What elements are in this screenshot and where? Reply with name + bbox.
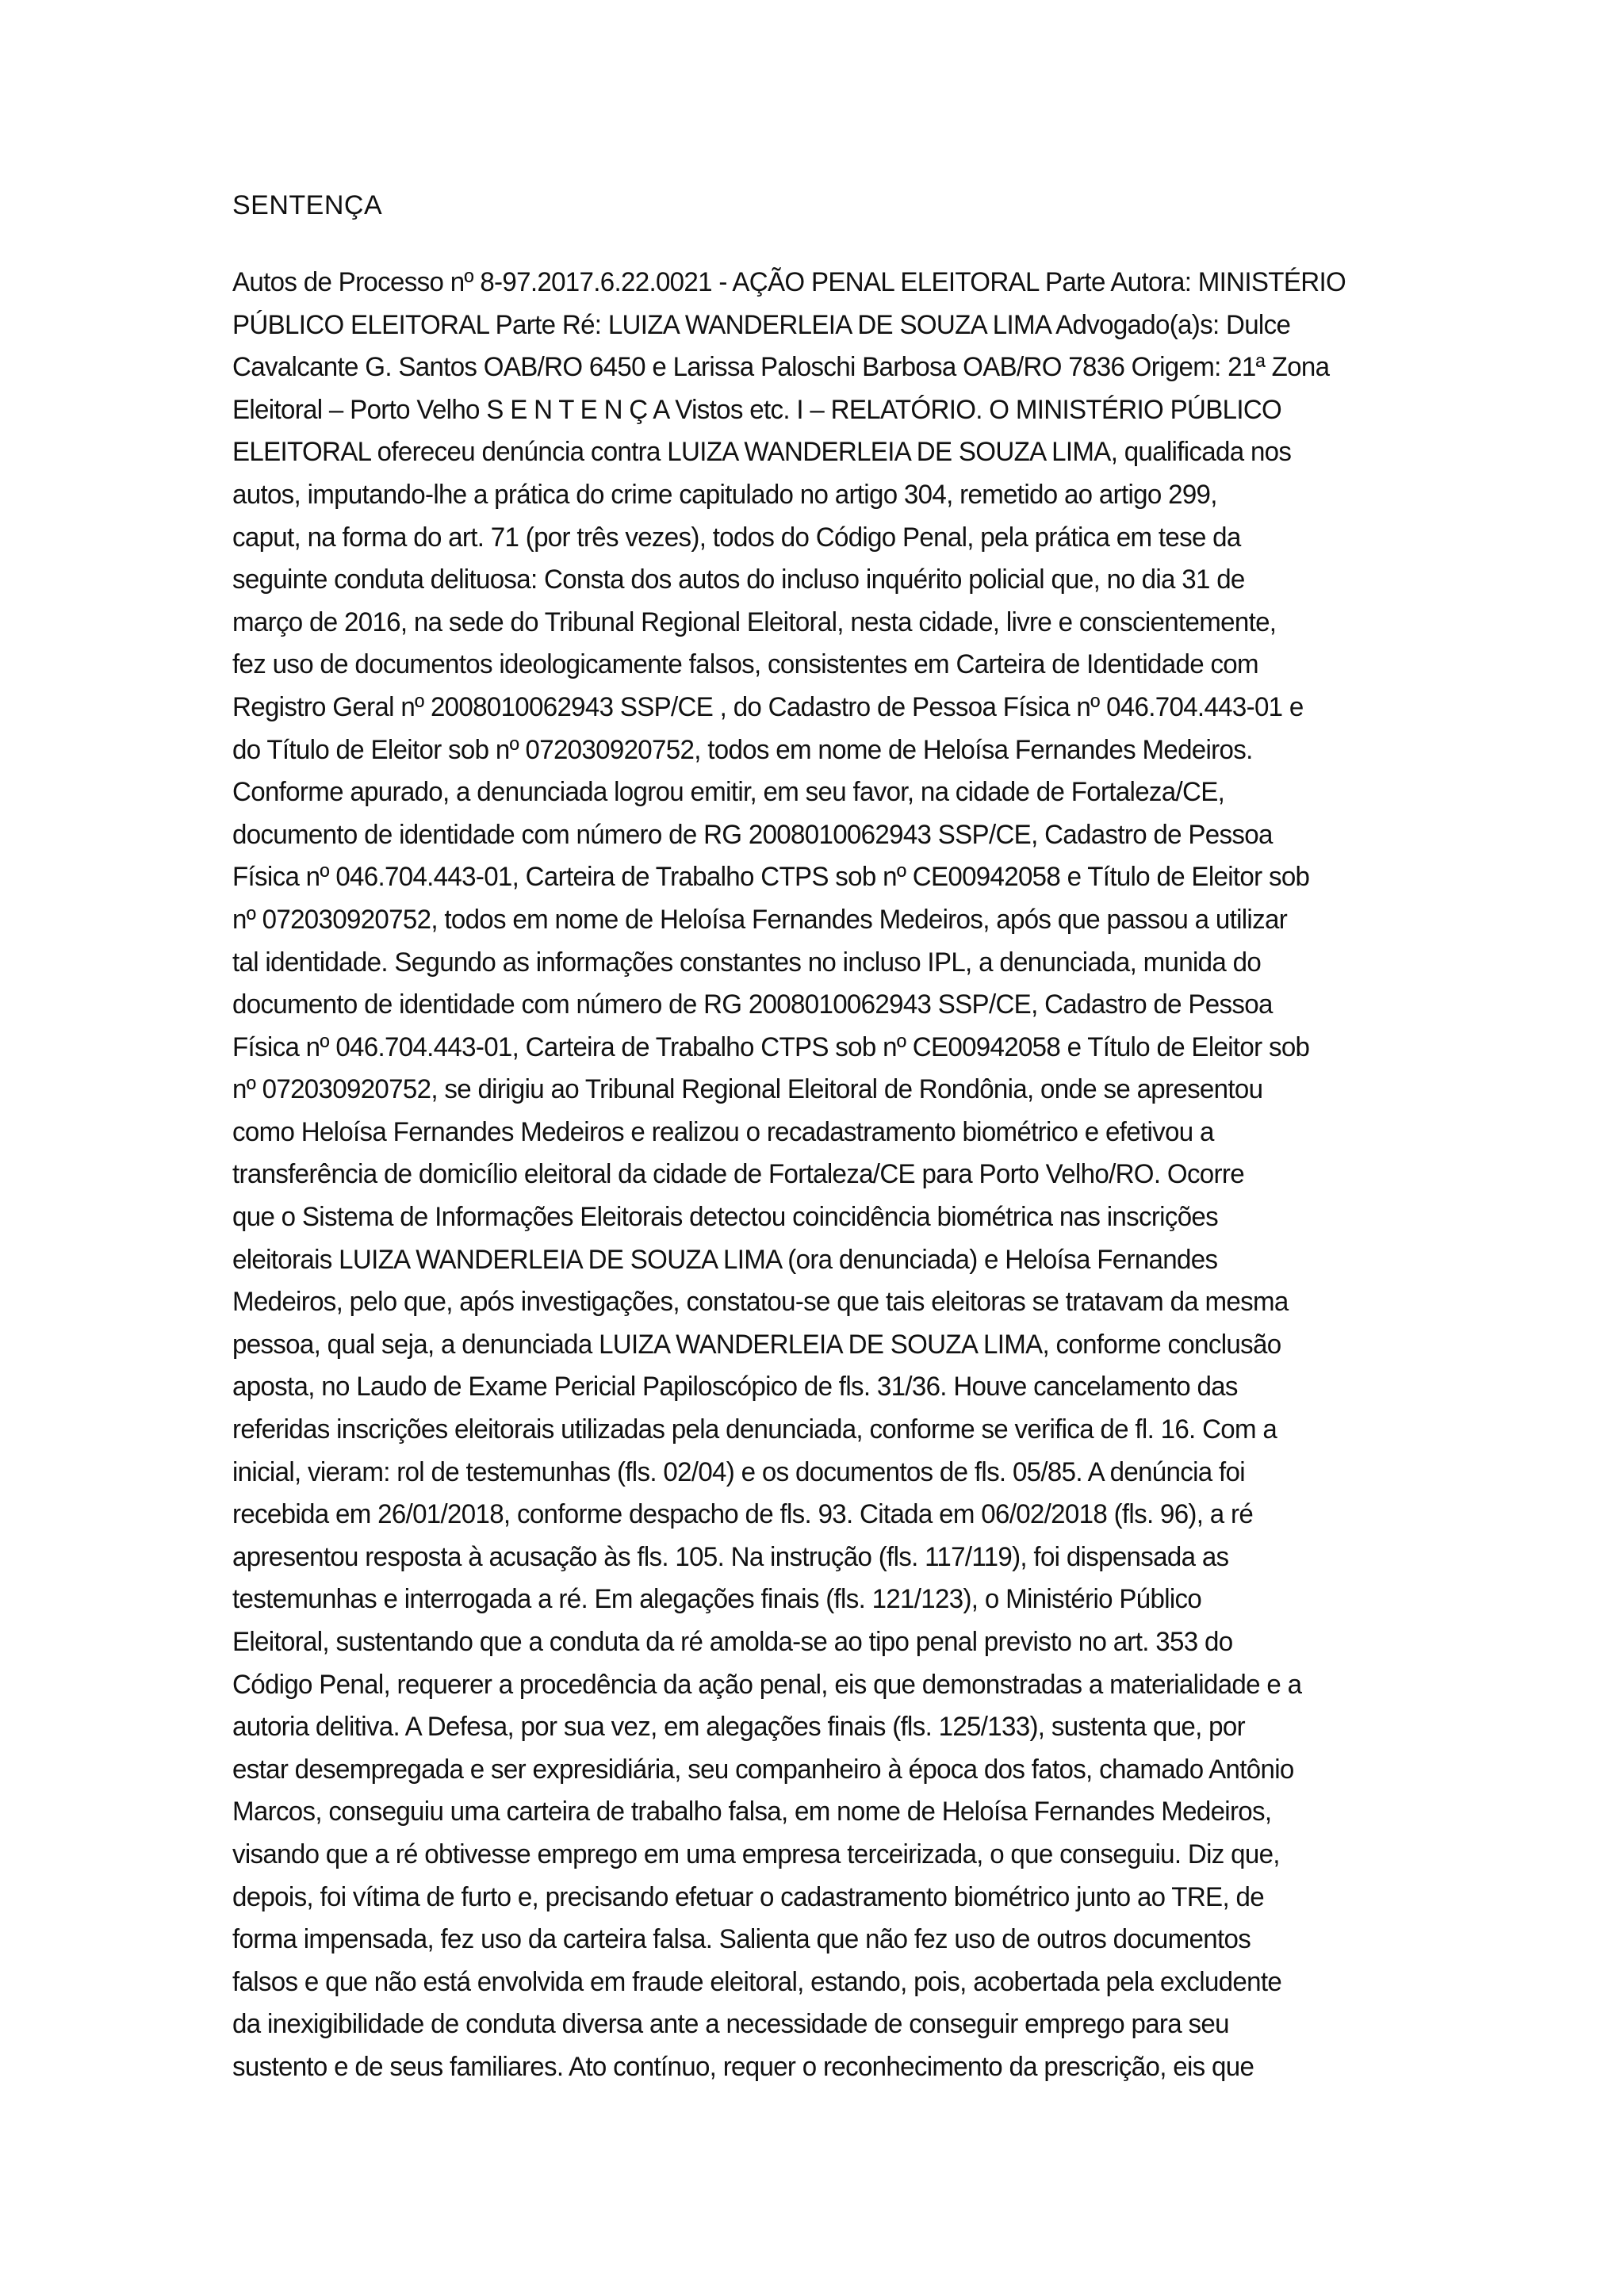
body-line: seguinte conduta delituosa: Consta dos autos do incluso inquérito policial que, no dia 31 de (232, 564, 1245, 595)
body-line: Eleitoral – Porto Velho S E N T E N Ç A Vistos etc. I – RELATÓRIO. O MINISTÉRIO PÚBLICO (232, 394, 1282, 425)
body-line: da inexigibilidade de conduta diversa ante a necessidade de conseguir emprego para seu (232, 2009, 1229, 2040)
body-line: Autos de Processo nº 8-97.2017.6.22.0021 - AÇÃO PENAL ELEITORAL Parte Autora: MINISTÉRIO (232, 267, 1346, 297)
body-line: Medeiros, pelo que, após investigações, constatou-se que tais eleitoras se tratavam da mesma (232, 1287, 1289, 1318)
body-line: sustento e de seus familiares. Ato contínuo, requer o reconhecimento da prescrição, eis que (232, 2051, 1254, 2082)
body-line: autos, imputando-lhe a prática do crime capitulado no artigo 304, remetido ao artigo 299, (232, 479, 1217, 510)
body-line: caput, na forma do art. 71 (por três vezes), todos do Código Penal, pela prática em tese da (232, 522, 1241, 553)
body-line: nº 072030920752, se dirigiu ao Tribunal Regional Eleitoral de Rondônia, onde se apresentou (232, 1074, 1263, 1105)
body-line: testemunhas e interrogada a ré. Em alegações finais (fls. 121/123), o Ministério Público (232, 1584, 1202, 1615)
body-line: documento de identidade com número de RG 2008010062943 SSP/CE, Cadastro de Pessoa (232, 819, 1273, 850)
body-line: que o Sistema de Informações Eleitorais detectou coincidência biométrica nas inscrições (232, 1202, 1219, 1233)
document-body (232, 262, 1422, 2089)
body-line: Código Penal, requerer a procedência da ação penal, eis que demonstradas a materialidade e a (232, 1669, 1302, 1700)
body-line: Registro Geral nº 2008010062943 SSP/CE , do Cadastro de Pessoa Física nº 046.704.443-01 e (232, 691, 1304, 722)
body-line: Cavalcante G. Santos OAB/RO 6450 e Larissa Paloschi Barbosa OAB/RO 7836 Origem: 21ª Zona (232, 352, 1330, 383)
body-line: Física nº 046.704.443-01, Carteira de Trabalho CTPS sob nº CE00942058 e Título de Eleitor sob (232, 1031, 1310, 1062)
body-line: Eleitoral, sustentando que a conduta da ré amolda-se ao tipo penal previsto no art. 353 do (232, 1627, 1233, 1657)
body-line: apresentou resposta à acusação às fls. 105. Na instrução (fls. 117/119), foi dispensada as (232, 1541, 1229, 1572)
body-line: autoria delitiva. A Defesa, por sua vez, em alegações finais (fls. 125/133), sustenta que, por (232, 1712, 1245, 1743)
body-line: Física nº 046.704.443-01, Carteira de Trabalho CTPS sob nº CE00942058 e Título de Eleitor sob (232, 862, 1310, 893)
body-line: do Título de Eleitor sob nº 072030920752, todos em nome de Heloísa Fernandes Medeiros. (232, 734, 1253, 765)
document-title: SENTENÇA (232, 190, 383, 220)
body-line: estar desempregada e ser expresidiária, seu companheiro à época dos fatos, chamado Antônio (232, 1754, 1294, 1785)
body-line: ELEITORAL ofereceu denúncia contra LUIZA WANDERLEIA DE SOUZA LIMA, qualificada nos (232, 437, 1292, 468)
body-line: visando que a ré obtivesse emprego em uma empresa terceirizada, o que conseguiu. Diz que, (232, 1839, 1280, 1869)
body-line: transferência de domicílio eleitoral da cidade de Fortaleza/CE para Porto Velho/RO. Ocorre (232, 1159, 1244, 1190)
body-line: PÚBLICO ELEITORAL Parte Ré: LUIZA WANDERLEIA DE SOUZA LIMA Advogado(a)s: Dulce (232, 309, 1291, 340)
body-line: inicial, vieram: rol de testemunhas (fls. 02/04) e os documentos de fls. 05/85. A denúncia foi (232, 1456, 1245, 1487)
body-line: eleitorais LUIZA WANDERLEIA DE SOUZA LIMA (ora denunciada) e Heloísa Fernandes (232, 1244, 1218, 1275)
body-line: depois, foi vítima de furto e, precisando efetuar o cadastramento biométrico junto ao TRE, de (232, 1881, 1264, 1912)
body-line: março de 2016, na sede do Tribunal Regional Eleitoral, nesta cidade, livre e conscientemente, (232, 607, 1277, 637)
body-line: pessoa, qual seja, a denunciada LUIZA WANDERLEIA DE SOUZA LIMA, conforme conclusão (232, 1329, 1281, 1360)
body-line: Marcos, conseguiu uma carteira de trabalho falsa, em nome de Heloísa Fernandes Medeiros, (232, 1797, 1272, 1827)
body-line: tal identidade. Segundo as informações constantes no incluso IPL, a denunciada, munida do (232, 947, 1262, 978)
body-line: fez uso de documentos ideologicamente falsos, consistentes em Carteira de Identidade com (232, 649, 1258, 680)
body-line: recebida em 26/01/2018, conforme despacho de fls. 93. Citada em 06/02/2018 (fls. 96), a ré (232, 1499, 1254, 1530)
body-line: referidas inscrições eleitorais utilizadas pela denunciada, conforme se verifica de fl. 16. Com a (232, 1414, 1277, 1445)
body-line: forma impensada, fez uso da carteira falsa. Salienta que não fez uso de outros documentos (232, 1924, 1251, 1955)
body-line: falsos e que não está envolvida em fraude eleitoral, estando, pois, acobertada pela excludente (232, 1966, 1282, 1997)
body-line: Conforme apurado, a denunciada logrou emitir, em seu favor, na cidade de Fortaleza/CE, (232, 777, 1225, 808)
body-line: documento de identidade com número de RG 2008010062943 SSP/CE, Cadastro de Pessoa (232, 989, 1273, 1020)
body-line: aposta, no Laudo de Exame Pericial Papiloscópico de fls. 31/36. Houve cancelamento das (232, 1372, 1238, 1402)
body-line: nº 072030920752, todos em nome de Heloísa Fernandes Medeiros, após que passou a utilizar (232, 904, 1288, 935)
body-line: como Heloísa Fernandes Medeiros e realizou o recadastramento biométrico e efetivou a (232, 1116, 1214, 1147)
